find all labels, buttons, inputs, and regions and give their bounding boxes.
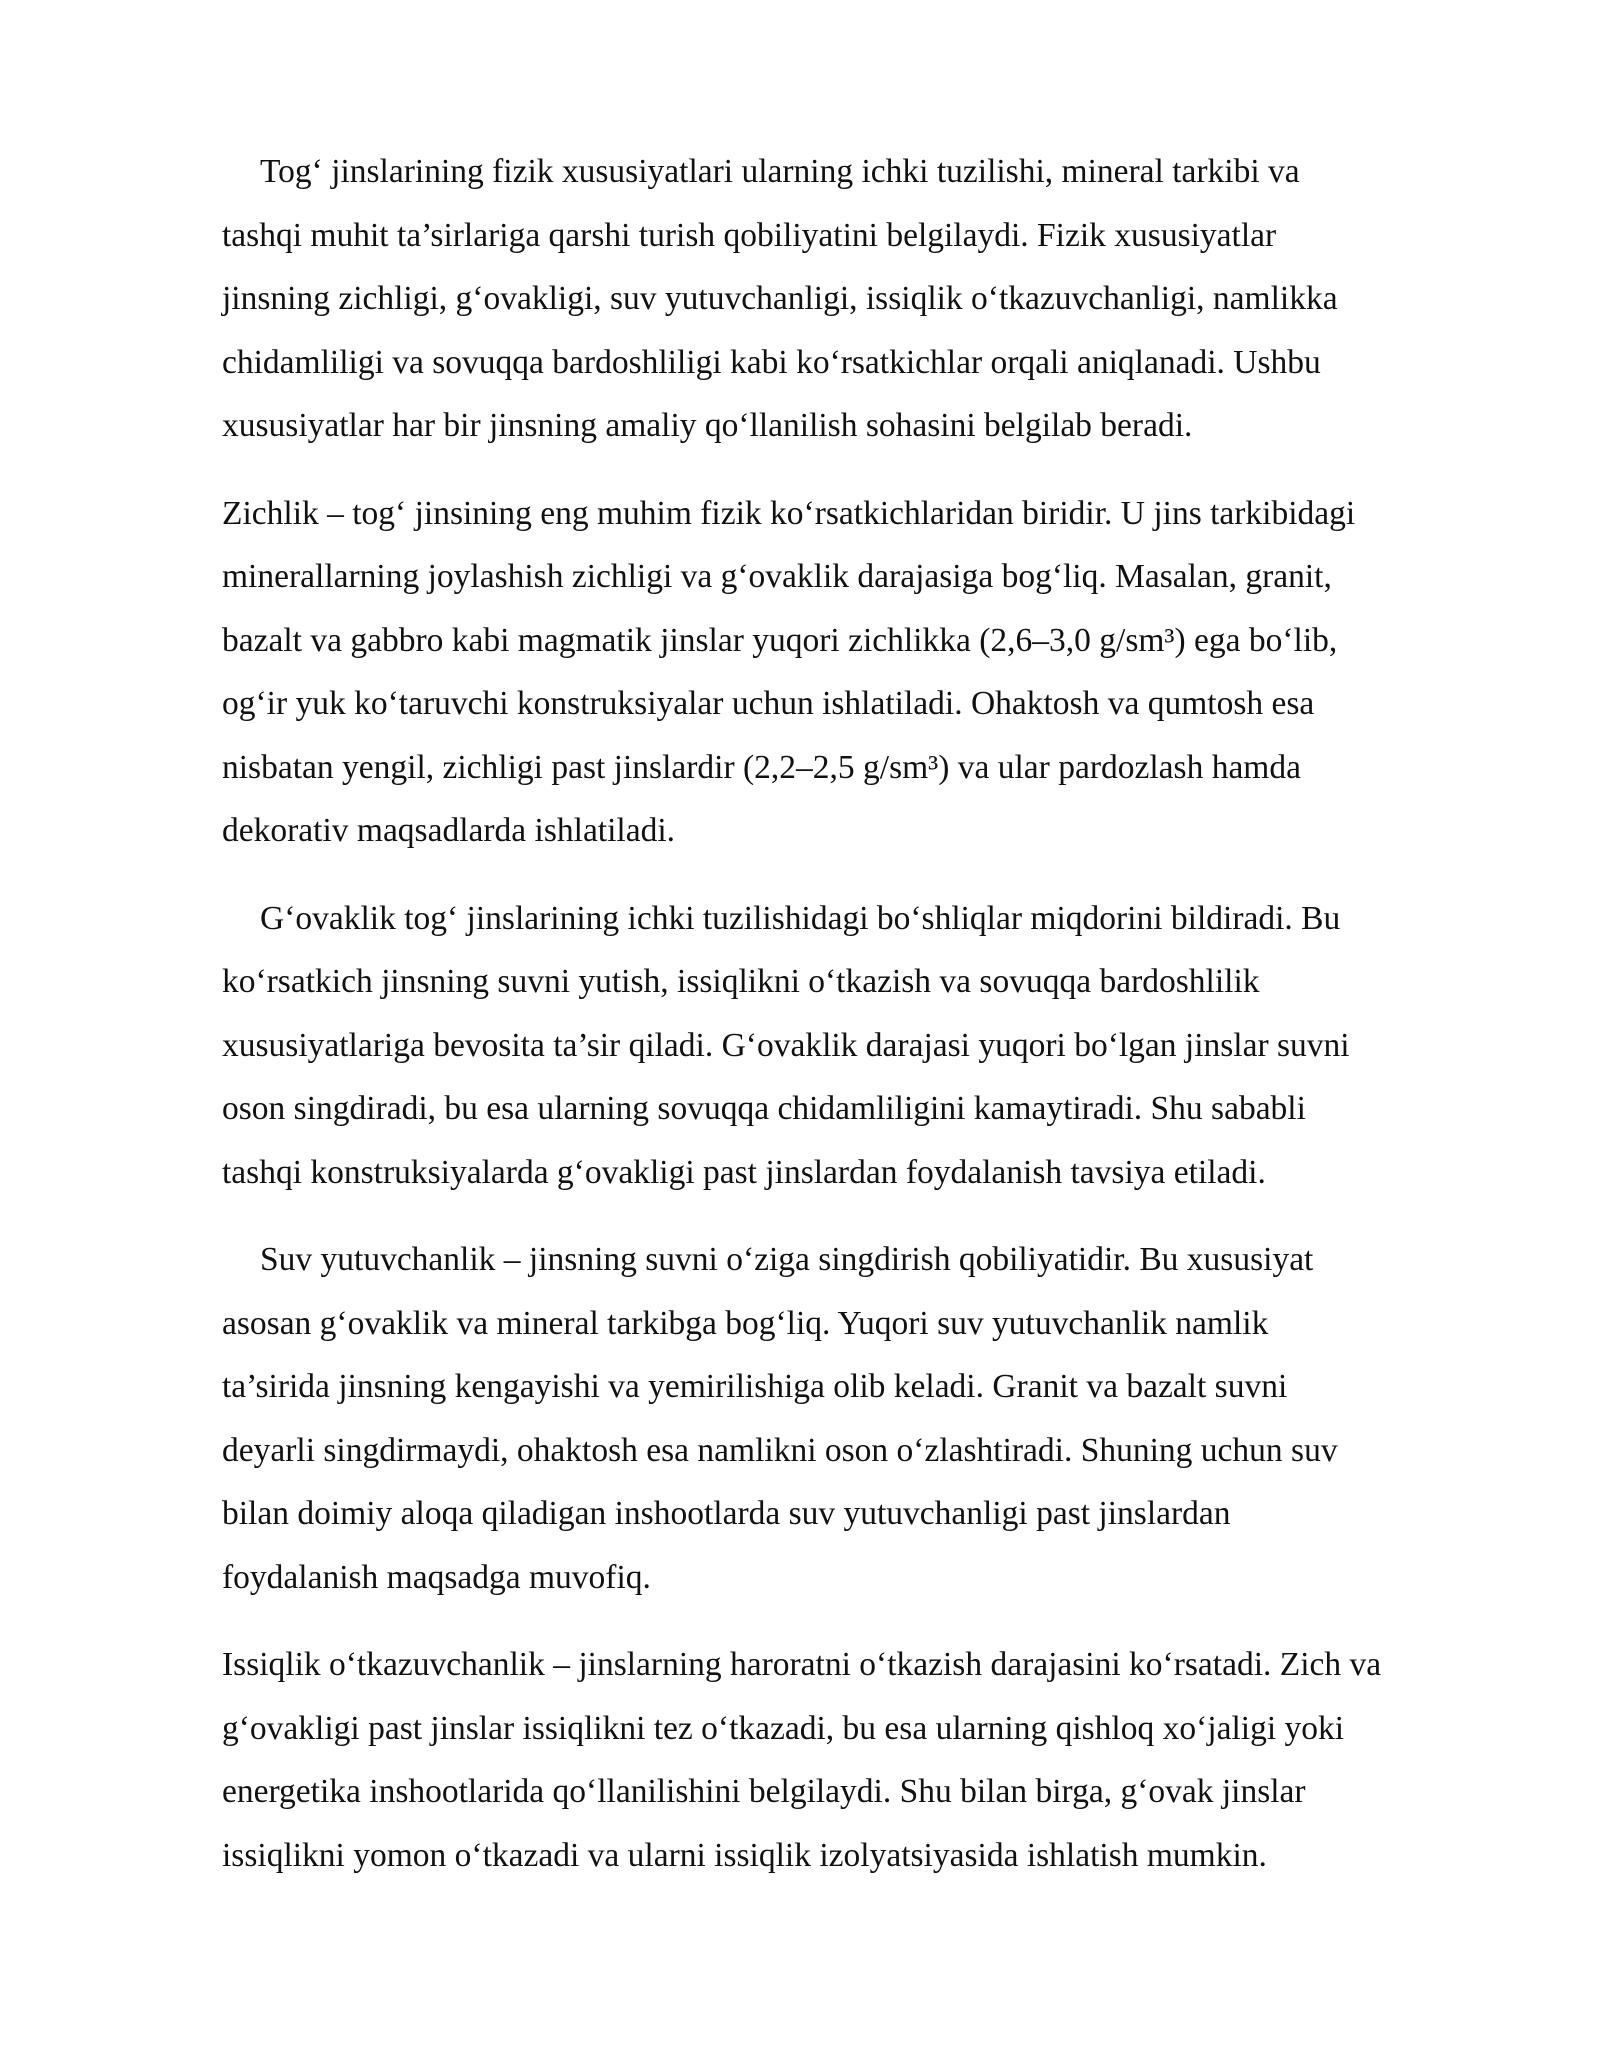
document-page [222,140,1512,1911]
paragraph-physical-properties: Tog‘ jinslarining fizik xususiyatlari ularning ichki tuzilishi, mineral tarkibi va tashqi muhit ta’sirlariga qarshi turish qobiliyatini belgilaydi. Fizik xususiyatlar jinsning zichligi, g‘ovakligi, suv yutuvchanligi, issiqlik o‘tkazuvchanligi, namlikka chidamliligi va sovuqqa bardoshliligi kabi ko‘rsatkichlar orqali aniqlanadi. Ushbu xususiyatlar har bir jinsning amaliy qo‘llanilish sohasini belgilab beradi. [222,153,1338,444]
paragraph-density: Zichlik – tog‘ jinsining eng muhim fizik ko‘rsatkichlaridan biridir. U jins tarkibidagi minerallarning joylashish zichligi va g‘ovaklik darajasiga bog‘liq. Masalan, granit, bazalt va gabbro kabi magmatik jinslar yuqori zichlikka (2,6–3,0 g/sm³) ega bo‘lib, og‘ir yuk ko‘taruvchi konstruksiyalar uchun ishlatiladi. Ohaktosh va qumtosh esa nisbatan yengil, zichligi past jinslardir (2,2–2,5 g/sm³) va ular pardozlash hamda dekorativ maqsadlarda ishlatiladi. [222,494,1356,849]
paragraph-water-absorption: Suv yutuvchanlik – jinsning suvni o‘ziga singdirish qobiliyatidir. Bu xususiyat asosan g‘ovaklik va mineral tarkibga bog‘liq. Yuqori suv yutuvchanlik namlik ta’sirida jinsning kengayishi va yemirilishiga olib keladi. Granit va bazalt suvni deyarli singdirmaydi, ohaktosh esa namlikni oson o‘zlashtiradi. Shuning uchun suv bilan doimiy aloqa qiladigan inshootlarda suv yutuvchanligi past jinslardan foydalanish maqsadga muvofiq. [222,1241,1338,1596]
paragraph-thermal-conductivity: Issiqlik o‘tkazuvchanlik – jinslarning haroratni o‘tkazish darajasini ko‘rsatadi. Zich va g‘ovakligi past jinslar issiqlikni tez o‘tkazadi, bu esa ularning qishloq xo‘jaligi yoki energetika inshootlarida qo‘llanilishini belgilaydi. Shu bilan birga, g‘ovak jinslar issiqlikni yomon o‘tkazadi va ularni issiqlik izolyatsiyasida ishlatish mumkin. [222,1646,1382,1874]
paragraph-porosity: G‘ovaklik tog‘ jinslarining ichki tuzilishidagi bo‘shliqlar miqdorini bildiradi. Bu ko‘rsatkich jinsning suvni yutish, issiqlikni o‘tkazish va sovuqqa bardoshlilik xususiyatlariga bevosita ta’sir qiladi. G‘ovaklik darajasi yuqori bo‘lgan jinslar suvni oson singdiradi, bu esa ularning sovuqqa chidamliligini kamaytiradi. Shu sababli tashqi konstruksiyalarda g‘ovakligi past jinslardan foydalanish tavsiya etiladi. [222,899,1350,1191]
